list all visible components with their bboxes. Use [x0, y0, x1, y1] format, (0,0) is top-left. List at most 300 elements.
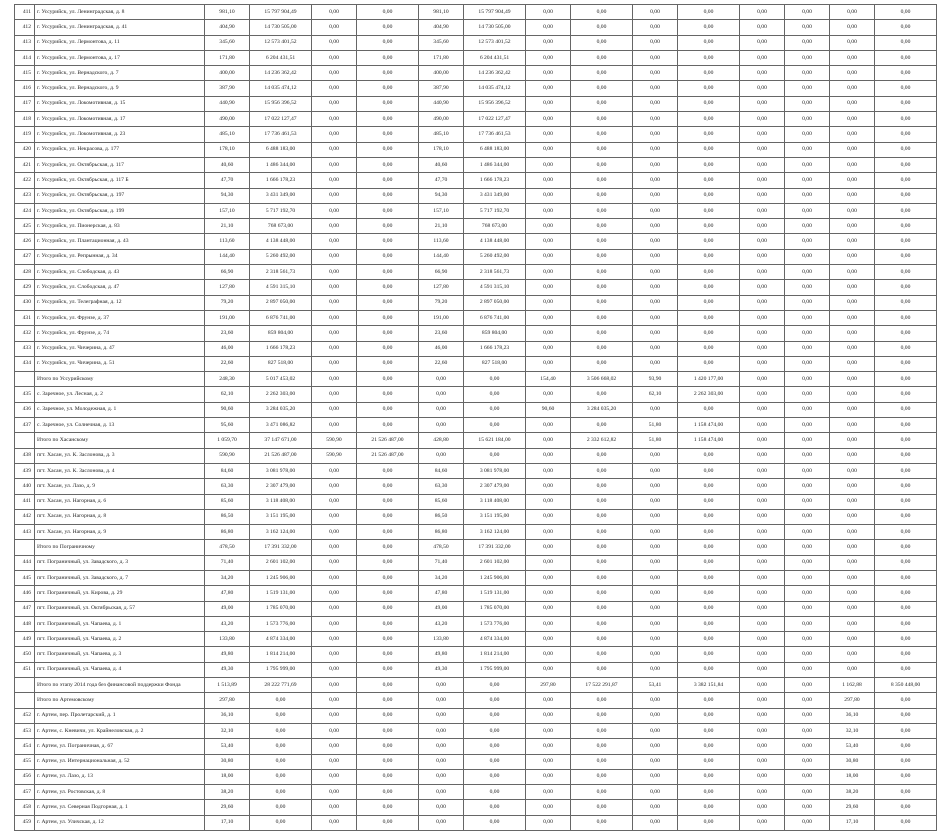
- value-cell: 0,00: [464, 769, 526, 784]
- value-cell: 0,00: [830, 310, 875, 325]
- row-number-cell: 452: [15, 708, 35, 723]
- value-cell: 0,00: [250, 693, 312, 708]
- value-cell: 0,00: [830, 341, 875, 356]
- value-cell: 0,00: [357, 35, 419, 50]
- value-cell: 0,00: [526, 387, 571, 402]
- address-cell: г. Артем, ул. Интернациональная, д. 52: [35, 754, 205, 769]
- value-cell: 0,00: [875, 402, 937, 417]
- value-cell: 0,00: [875, 708, 937, 723]
- value-cell: 0,00: [740, 586, 785, 601]
- value-cell: 46,00: [205, 341, 250, 356]
- value-cell: 0,00: [357, 708, 419, 723]
- value-cell: 345,60: [419, 35, 464, 50]
- value-cell: 0,00: [740, 693, 785, 708]
- value-cell: 768 673,00: [250, 219, 312, 234]
- value-cell: 0,00: [571, 785, 633, 800]
- value-cell: 0,00: [357, 586, 419, 601]
- value-cell: 0,00: [740, 525, 785, 540]
- table-row: [15, 173, 937, 188]
- value-cell: 0,00: [785, 341, 830, 356]
- value-cell: 1 573 776,00: [464, 616, 526, 631]
- value-cell: 0,00: [526, 509, 571, 524]
- value-cell: 0,00: [633, 112, 678, 127]
- value-cell: 1 795 999,00: [250, 662, 312, 677]
- value-cell: 0,00: [357, 662, 419, 677]
- value-cell: 387,90: [205, 81, 250, 96]
- value-cell: 0,00: [633, 203, 678, 218]
- value-cell: 0,00: [526, 555, 571, 570]
- value-cell: 3 081 978,00: [250, 463, 312, 478]
- value-cell: 0,00: [785, 20, 830, 35]
- row-number-cell: 457: [15, 785, 35, 800]
- value-cell: 0,00: [419, 387, 464, 402]
- value-cell: 0,00: [357, 754, 419, 769]
- value-cell: 94,30: [419, 188, 464, 203]
- value-cell: 0,00: [740, 326, 785, 341]
- address-cell: г. Уссурийск, ул. Слободская, д. 47: [35, 280, 205, 295]
- value-cell: 0,00: [526, 35, 571, 50]
- value-cell: 62,10: [633, 387, 678, 402]
- value-cell: 6 204 431,51: [464, 50, 526, 65]
- value-cell: 0,00: [875, 326, 937, 341]
- value-cell: 0,00: [526, 341, 571, 356]
- value-cell: 0,00: [526, 616, 571, 631]
- value-cell: 1 519 131,00: [250, 586, 312, 601]
- value-cell: 40,60: [419, 157, 464, 172]
- value-cell: 0,00: [633, 555, 678, 570]
- value-cell: 0,00: [785, 433, 830, 448]
- value-cell: 22,60: [205, 356, 250, 371]
- row-number-cell: 433: [15, 341, 35, 356]
- value-cell: 4 591 315,10: [464, 280, 526, 295]
- value-cell: 0,00: [875, 463, 937, 478]
- table-row: [15, 356, 937, 371]
- value-cell: 0,00: [357, 509, 419, 524]
- value-cell: 768 673,00: [464, 219, 526, 234]
- value-cell: 0,00: [740, 127, 785, 142]
- value-cell: 1 519 131,00: [464, 586, 526, 601]
- value-cell: 0,00: [357, 570, 419, 585]
- value-cell: 0,00: [526, 188, 571, 203]
- value-cell: 0,00: [875, 66, 937, 81]
- value-cell: 0,00: [678, 555, 740, 570]
- address-cell: Итого по этапу 2014 года без финансовой поддержки Фонда: [35, 678, 205, 693]
- value-cell: 0,00: [875, 570, 937, 585]
- value-cell: 0,00: [357, 418, 419, 433]
- value-cell: 0,00: [571, 66, 633, 81]
- value-cell: 85,60: [419, 494, 464, 509]
- value-cell: 0,00: [830, 112, 875, 127]
- value-cell: 0,00: [526, 785, 571, 800]
- value-cell: 0,00: [875, 494, 937, 509]
- value-cell: 85,60: [205, 494, 250, 509]
- value-cell: 0,00: [250, 708, 312, 723]
- value-cell: 1 785 070,00: [250, 601, 312, 616]
- value-cell: 0,00: [633, 265, 678, 280]
- value-cell: 0,00: [526, 601, 571, 616]
- value-cell: 0,00: [312, 815, 357, 830]
- value-cell: 0,00: [830, 265, 875, 280]
- value-cell: 0,00: [571, 586, 633, 601]
- address-cell: г. Уссурийск, ул. Октябрьская, д. 199: [35, 203, 205, 218]
- table-row: [15, 739, 937, 754]
- value-cell: 0,00: [312, 5, 357, 20]
- value-cell: 171,80: [419, 50, 464, 65]
- value-cell: 0,00: [830, 157, 875, 172]
- value-cell: 1 059,70: [205, 433, 250, 448]
- address-cell: г. Уссурийск, ул. Октябрьская, д. 197: [35, 188, 205, 203]
- value-cell: 1 420 177,00: [678, 372, 740, 387]
- value-cell: 0,00: [875, 295, 937, 310]
- value-cell: 0,00: [785, 723, 830, 738]
- value-cell: 0,00: [740, 723, 785, 738]
- value-cell: 0,00: [312, 800, 357, 815]
- value-cell: 0,00: [526, 815, 571, 830]
- value-cell: 0,00: [312, 81, 357, 96]
- value-cell: 90,60: [205, 402, 250, 417]
- value-cell: 0,00: [312, 678, 357, 693]
- value-cell: 0,00: [678, 647, 740, 662]
- value-cell: 0,00: [678, 540, 740, 555]
- value-cell: 0,00: [312, 387, 357, 402]
- value-cell: 0,00: [875, 800, 937, 815]
- value-cell: 2 897 050,00: [464, 295, 526, 310]
- value-cell: 0,00: [740, 372, 785, 387]
- value-cell: 0,00: [464, 723, 526, 738]
- value-cell: 0,00: [830, 647, 875, 662]
- value-cell: 2 262 303,00: [250, 387, 312, 402]
- value-cell: 248,30: [205, 372, 250, 387]
- value-cell: 17 391 332,00: [250, 540, 312, 555]
- value-cell: 0,00: [633, 310, 678, 325]
- row-number-cell: 419: [15, 127, 35, 142]
- value-cell: 0,00: [678, 280, 740, 295]
- value-cell: 0,00: [740, 387, 785, 402]
- value-cell: 32,10: [205, 723, 250, 738]
- value-cell: 0,00: [526, 142, 571, 157]
- value-cell: 40,60: [205, 157, 250, 172]
- value-cell: 0,00: [571, 754, 633, 769]
- value-cell: 0,00: [312, 555, 357, 570]
- table-row: [15, 418, 937, 433]
- value-cell: 0,00: [357, 387, 419, 402]
- value-cell: 53,40: [205, 739, 250, 754]
- value-cell: 0,00: [785, 356, 830, 371]
- value-cell: 0,00: [875, 173, 937, 188]
- value-cell: 0,00: [830, 5, 875, 20]
- value-cell: 32,10: [830, 723, 875, 738]
- value-cell: 178,10: [205, 142, 250, 157]
- value-cell: 0,00: [571, 525, 633, 540]
- value-cell: 0,00: [678, 601, 740, 616]
- value-cell: 0,00: [526, 356, 571, 371]
- value-cell: 0,00: [312, 570, 357, 585]
- value-cell: 0,00: [785, 754, 830, 769]
- value-cell: 15 797 904,49: [250, 5, 312, 20]
- value-cell: 0,00: [740, 20, 785, 35]
- value-cell: 21 526 487,00: [250, 448, 312, 463]
- value-cell: 0,00: [678, 173, 740, 188]
- row-number-cell: 428: [15, 265, 35, 280]
- address-cell: г. Уссурийск, ул. Лермонтова, д. 17: [35, 50, 205, 65]
- value-cell: 0,00: [633, 188, 678, 203]
- value-cell: 2 318 561,73: [464, 265, 526, 280]
- address-cell: г. Уссурийск, ул. Слободская, д. 43: [35, 265, 205, 280]
- value-cell: 0,00: [678, 219, 740, 234]
- value-cell: 0,00: [678, 463, 740, 478]
- value-cell: 0,00: [571, 356, 633, 371]
- row-number-cell: 445: [15, 570, 35, 585]
- value-cell: 62,10: [205, 387, 250, 402]
- value-cell: 478,50: [419, 540, 464, 555]
- table-row: [15, 570, 937, 585]
- table-row: [15, 509, 937, 524]
- value-cell: 0,00: [830, 616, 875, 631]
- value-cell: 0,00: [357, 142, 419, 157]
- value-cell: 0,00: [830, 494, 875, 509]
- value-cell: 0,00: [571, 157, 633, 172]
- address-cell: г. Уссурийск, ул. Фрунзе, д. 37: [35, 310, 205, 325]
- value-cell: 0,00: [633, 662, 678, 677]
- value-cell: 5 017 453,02: [250, 372, 312, 387]
- table-row: [15, 708, 937, 723]
- value-cell: 0,00: [785, 127, 830, 142]
- value-cell: 3 284 035,20: [250, 402, 312, 417]
- value-cell: 0,00: [526, 525, 571, 540]
- value-cell: 0,00: [357, 295, 419, 310]
- value-cell: 0,00: [678, 188, 740, 203]
- value-cell: 400,00: [419, 66, 464, 81]
- value-cell: 51,80: [633, 433, 678, 448]
- value-cell: 1 162,88: [830, 678, 875, 693]
- value-cell: 2 262 303,00: [678, 387, 740, 402]
- value-cell: 0,00: [250, 785, 312, 800]
- value-cell: 0,00: [875, 769, 937, 784]
- value-cell: 94,30: [205, 188, 250, 203]
- value-cell: 0,00: [678, 96, 740, 111]
- subtotal-row: [15, 433, 937, 448]
- table-row: [15, 815, 937, 830]
- value-cell: 12 573 401,52: [250, 35, 312, 50]
- address-cell: г. Уссурийск, ул. Репрынная, д. 34: [35, 249, 205, 264]
- value-cell: 0,00: [740, 188, 785, 203]
- value-cell: 66,90: [205, 265, 250, 280]
- address-cell: пгт. Пограничный, ул. Кирова, д. 29: [35, 586, 205, 601]
- value-cell: 0,00: [678, 570, 740, 585]
- row-number-cell: 413: [15, 35, 35, 50]
- value-cell: 0,00: [830, 418, 875, 433]
- value-cell: 0,00: [830, 280, 875, 295]
- value-cell: 66,90: [419, 265, 464, 280]
- value-cell: 0,00: [740, 96, 785, 111]
- row-number-cell: 435: [15, 387, 35, 402]
- value-cell: 0,00: [633, 249, 678, 264]
- value-cell: 0,00: [571, 81, 633, 96]
- value-cell: 0,00: [312, 662, 357, 677]
- value-cell: 440,90: [419, 96, 464, 111]
- value-cell: 0,00: [633, 632, 678, 647]
- value-cell: 0,00: [526, 800, 571, 815]
- row-number-cell: 429: [15, 280, 35, 295]
- table-row: [15, 265, 937, 280]
- value-cell: 0,00: [312, 142, 357, 157]
- value-cell: 590,90: [312, 448, 357, 463]
- value-cell: 0,00: [357, 280, 419, 295]
- value-cell: 0,00: [571, 112, 633, 127]
- value-cell: 0,00: [678, 310, 740, 325]
- value-cell: 0,00: [740, 142, 785, 157]
- value-cell: 0,00: [250, 800, 312, 815]
- value-cell: 0,00: [740, 280, 785, 295]
- value-cell: 0,00: [875, 632, 937, 647]
- value-cell: 0,00: [312, 601, 357, 616]
- value-cell: 1 486 344,00: [464, 157, 526, 172]
- value-cell: 0,00: [571, 265, 633, 280]
- value-cell: 0,00: [740, 310, 785, 325]
- value-cell: 6 204 431,51: [250, 50, 312, 65]
- value-cell: 0,00: [571, 739, 633, 754]
- address-cell: г. Артем, ул. Ростовская, д. 8: [35, 785, 205, 800]
- value-cell: 0,00: [312, 632, 357, 647]
- value-cell: 0,00: [785, 265, 830, 280]
- value-cell: 127,80: [205, 280, 250, 295]
- value-cell: 0,00: [571, 35, 633, 50]
- value-cell: 0,00: [526, 127, 571, 142]
- value-cell: 113,60: [205, 234, 250, 249]
- value-cell: 0,00: [357, 127, 419, 142]
- value-cell: 0,00: [830, 20, 875, 35]
- value-cell: 46,00: [419, 341, 464, 356]
- value-cell: 0,00: [633, 540, 678, 555]
- address-cell: г. Уссурийск, ул. Октябрьская, д. 117: [35, 157, 205, 172]
- value-cell: 0,00: [571, 800, 633, 815]
- value-cell: 0,00: [250, 815, 312, 830]
- value-cell: 3 431 349,00: [464, 188, 526, 203]
- value-cell: 0,00: [633, 479, 678, 494]
- value-cell: 0,00: [678, 356, 740, 371]
- value-cell: 0,00: [785, 418, 830, 433]
- value-cell: 23,60: [205, 326, 250, 341]
- value-cell: 5 260 492,00: [250, 249, 312, 264]
- value-cell: 0,00: [526, 173, 571, 188]
- row-number-cell: 415: [15, 66, 35, 81]
- value-cell: 0,00: [419, 785, 464, 800]
- value-cell: 49,00: [205, 601, 250, 616]
- value-cell: 0,00: [357, 540, 419, 555]
- table-row: [15, 35, 937, 50]
- address-cell: г. Уссурийск, ул. Ленинградская, д. 8: [35, 5, 205, 20]
- value-cell: 0,00: [830, 402, 875, 417]
- value-cell: 0,00: [464, 754, 526, 769]
- address-cell: г. Уссурийск, ул. Лермонтова, д. 11: [35, 35, 205, 50]
- value-cell: 0,00: [633, 326, 678, 341]
- value-cell: 0,00: [875, 234, 937, 249]
- value-cell: 133,80: [419, 632, 464, 647]
- table-row: [15, 127, 937, 142]
- value-cell: 0,00: [464, 693, 526, 708]
- row-number-cell: 436: [15, 402, 35, 417]
- value-cell: 0,00: [419, 800, 464, 815]
- value-cell: 4 874 334,00: [464, 632, 526, 647]
- value-cell: 2 318 561,73: [250, 265, 312, 280]
- value-cell: 0,00: [633, 448, 678, 463]
- table-row: [15, 326, 937, 341]
- value-cell: 590,90: [205, 448, 250, 463]
- value-cell: 0,00: [875, 433, 937, 448]
- value-cell: 0,00: [571, 249, 633, 264]
- value-cell: 0,00: [633, 127, 678, 142]
- value-cell: 0,00: [312, 234, 357, 249]
- address-cell: г. Уссурийск, ул. Октябрьская, д. 117 Б: [35, 173, 205, 188]
- value-cell: 17,10: [830, 815, 875, 830]
- value-cell: 0,00: [785, 157, 830, 172]
- value-cell: 0,00: [633, 647, 678, 662]
- row-number-cell: 420: [15, 142, 35, 157]
- value-cell: 0,00: [633, 754, 678, 769]
- value-cell: 93,90: [633, 372, 678, 387]
- row-number-cell: 434: [15, 356, 35, 371]
- value-cell: 0,00: [875, 203, 937, 218]
- value-cell: 0,00: [312, 739, 357, 754]
- value-cell: 0,00: [571, 662, 633, 677]
- value-cell: 0,00: [740, 739, 785, 754]
- value-cell: 0,00: [785, 678, 830, 693]
- value-cell: 0,00: [875, 35, 937, 50]
- value-cell: 0,00: [312, 127, 357, 142]
- value-cell: 0,00: [830, 372, 875, 387]
- value-cell: 0,00: [678, 66, 740, 81]
- value-cell: 191,00: [419, 310, 464, 325]
- address-cell: Итого по Хасанскому: [35, 433, 205, 448]
- value-cell: 0,00: [526, 265, 571, 280]
- row-number-cell: 411: [15, 5, 35, 20]
- value-cell: 3 118 408,00: [250, 494, 312, 509]
- table-row: [15, 50, 937, 65]
- value-cell: 0,00: [250, 723, 312, 738]
- address-cell: с. Заречное, ул. Солнечная, д. 13: [35, 418, 205, 433]
- value-cell: 0,00: [830, 326, 875, 341]
- value-cell: 0,00: [312, 295, 357, 310]
- value-cell: 37 147 671,00: [250, 433, 312, 448]
- value-cell: 4 138 448,00: [464, 234, 526, 249]
- value-cell: 0,00: [312, 693, 357, 708]
- value-cell: 0,00: [571, 387, 633, 402]
- value-cell: 0,00: [357, 50, 419, 65]
- value-cell: 0,00: [357, 678, 419, 693]
- row-number-cell: 431: [15, 310, 35, 325]
- value-cell: 0,00: [571, 479, 633, 494]
- row-number-cell: 422: [15, 173, 35, 188]
- address-cell: Итого по Уссурийскому: [35, 372, 205, 387]
- address-cell: г. Уссурийск, ул. Плантационная, д. 43: [35, 234, 205, 249]
- value-cell: 0,00: [419, 693, 464, 708]
- value-cell: 0,00: [678, 157, 740, 172]
- value-cell: 0,00: [357, 739, 419, 754]
- address-cell: пгт. Хасан, ул. К. Заслонова, д. 3: [35, 448, 205, 463]
- value-cell: 38,20: [205, 785, 250, 800]
- value-cell: 36,10: [205, 708, 250, 723]
- value-cell: 0,00: [357, 647, 419, 662]
- value-cell: 71,40: [419, 555, 464, 570]
- value-cell: 49,30: [419, 662, 464, 677]
- value-cell: 0,00: [571, 310, 633, 325]
- value-cell: 0,00: [571, 632, 633, 647]
- address-cell: г. Уссурийск, ул. Вернадского, д. 9: [35, 81, 205, 96]
- table-row: [15, 662, 937, 677]
- value-cell: 3 118 408,00: [464, 494, 526, 509]
- value-cell: 14 035 474,12: [250, 81, 312, 96]
- row-number-cell: 444: [15, 555, 35, 570]
